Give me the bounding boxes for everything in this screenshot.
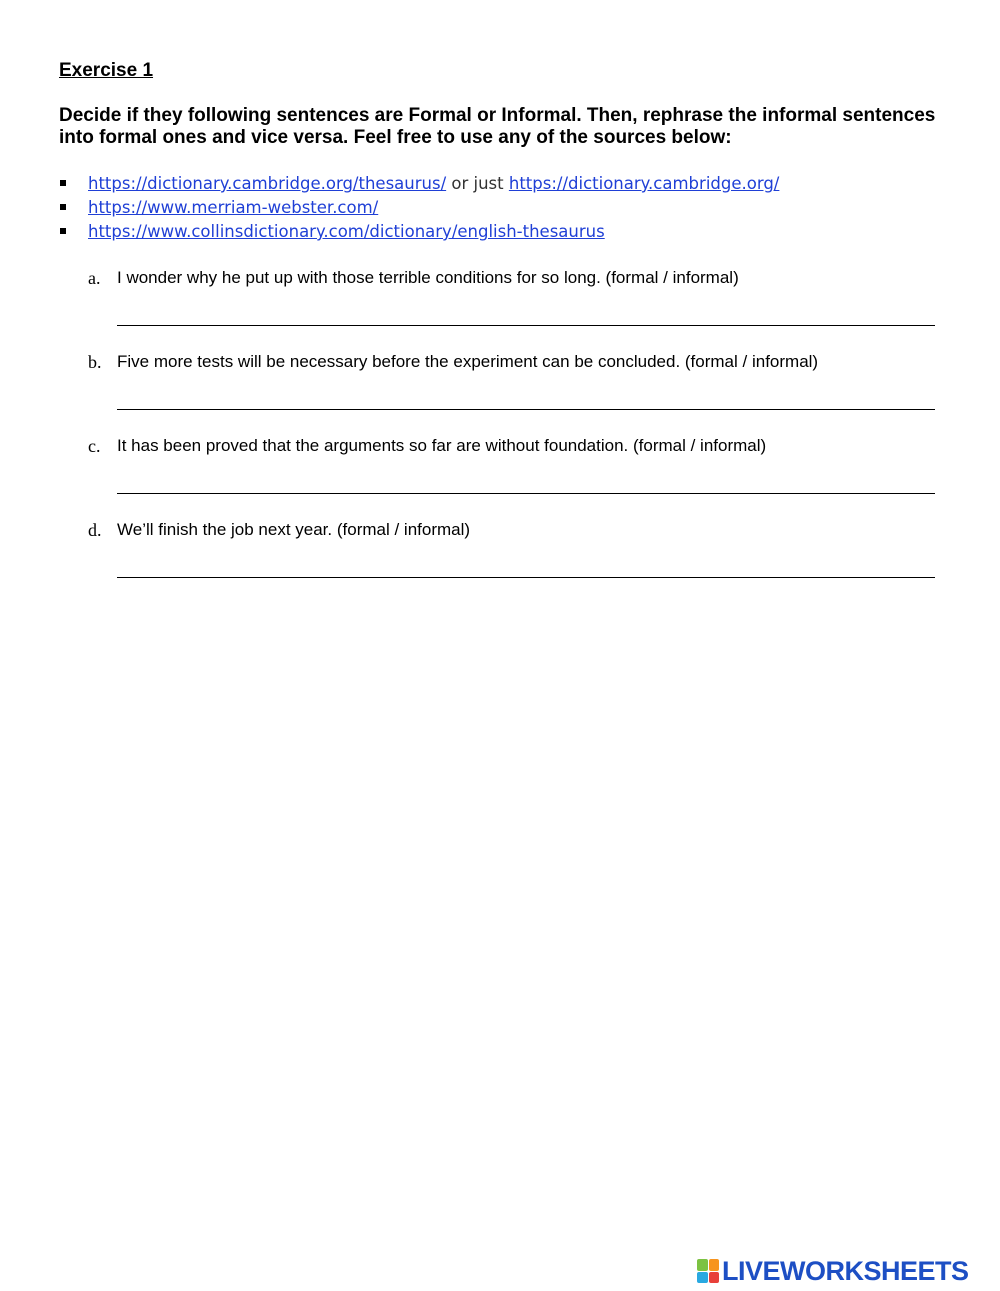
question-letter: d.	[88, 520, 102, 540]
square-bullet-icon	[60, 228, 66, 234]
question-text: Five more tests will be necessary before the experiment can be concluded. (formal / informal)	[117, 352, 819, 371]
logo-square	[709, 1259, 720, 1271]
square-bullet-icon	[60, 180, 66, 186]
question-text: I wonder why he put up with those terrible conditions for so long. (formal / informal)	[117, 268, 739, 287]
list-item	[59, 196, 779, 220]
logo-square	[697, 1259, 708, 1271]
question-text: We’ll finish the job next year. (formal / informal)	[117, 520, 471, 539]
square-bullet-icon	[60, 204, 66, 210]
liveworksheets-icon	[697, 1259, 719, 1283]
question-letter: a.	[88, 268, 101, 288]
or-just-text: or just	[451, 174, 504, 193]
cambridge-dictionary-link[interactable]: https://dictionary.cambridge.org/	[508, 174, 780, 193]
brand-name: LIVEWORKSHEETS	[722, 1255, 969, 1286]
logo-square	[697, 1272, 708, 1284]
list-item	[59, 220, 779, 244]
exercise-title: Exercise 1	[59, 60, 154, 81]
question-letter: c.	[88, 436, 101, 456]
sources-list	[59, 172, 779, 244]
logo-square	[709, 1272, 720, 1284]
answer-line-c[interactable]	[117, 493, 935, 494]
instructions: Decide if they following sentences are Formal or Informal. Then, rephrase the informal sentences into formal ones and vice versa. Feel free to use any of the sources below:	[59, 105, 936, 148]
liveworksheets-logo	[697, 1255, 969, 1286]
list-item	[59, 172, 779, 196]
cambridge-thesaurus-link[interactable]: https://dictionary.cambridge.org/thesaurus/	[88, 174, 447, 193]
question-letter: b.	[88, 352, 102, 372]
collins-thesaurus-link[interactable]: https://www.collinsdictionary.com/dictionary/english-thesaurus	[88, 222, 605, 241]
merriam-webster-link[interactable]: https://www.merriam-webster.com/	[88, 198, 379, 217]
answer-line-b[interactable]	[117, 409, 935, 410]
question-text: It has been proved that the arguments so far are without foundation. (formal / informal)	[117, 436, 767, 455]
answer-line-d[interactable]	[117, 577, 935, 578]
answer-line-a[interactable]	[117, 325, 935, 326]
